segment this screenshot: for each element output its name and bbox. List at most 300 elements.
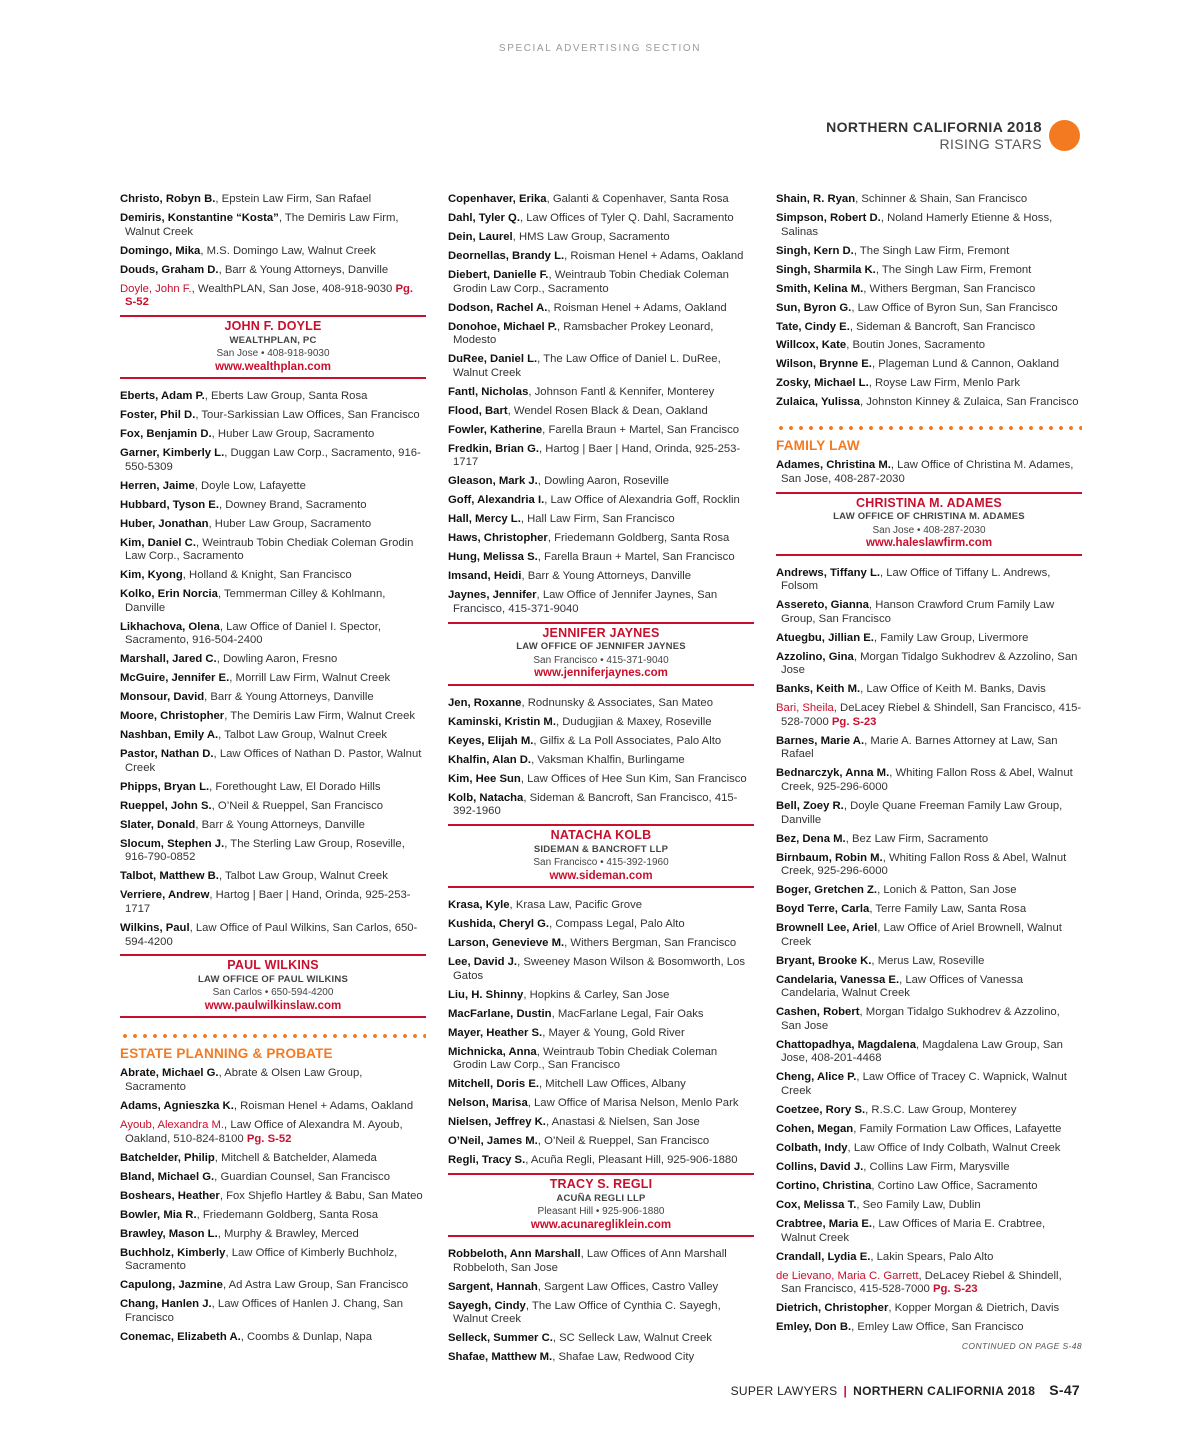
lawyer-details: , Fox Shjeflo Hartley & Babu, San Mateo <box>219 1189 423 1202</box>
lawyer-name: Andrews, Tiffany L. <box>776 566 880 579</box>
lawyer-listing <box>448 353 754 380</box>
profile-ad-box <box>776 492 1082 556</box>
lawyer-listing <box>776 459 1082 486</box>
lawyer-listing <box>120 870 426 884</box>
lawyer-name: Likhachova, Olena <box>120 620 220 633</box>
lawyer-details: , Cortino Law Office, Sacramento <box>871 1179 1038 1192</box>
lawyer-details: , Weintraub Tobin Chediak Coleman Grodin Law Corp., San Francisco <box>453 1045 718 1072</box>
lawyer-details: , Mayer & Young, Gold River <box>542 1026 685 1039</box>
page-footer <box>731 1382 1080 1398</box>
ad-lawyer-name: JOHN F. DOYLE <box>224 319 322 334</box>
lawyer-details: , O’Neil & Rueppel, San Francisco <box>211 799 384 812</box>
lawyer-listing <box>776 833 1082 847</box>
profile-ad-box <box>448 1173 754 1237</box>
lawyer-name: Kim, Kyong <box>120 569 183 582</box>
lawyer-listing <box>448 386 754 400</box>
lawyer-listing <box>448 1351 754 1365</box>
ad-contact: San Francisco • 415-392-1960 <box>533 857 669 869</box>
lawyer-listing <box>776 922 1082 949</box>
lawyer-details: , Doyle Low, Lafayette <box>194 479 306 492</box>
lawyer-name: Hung, Melissa S. <box>448 551 538 564</box>
listing-column-2 <box>448 193 754 1370</box>
lawyer-details: , Anastasi & Nielsen, San Jose <box>545 1116 700 1129</box>
lawyer-listing <box>776 683 1082 697</box>
lawyer-listing <box>120 819 426 833</box>
lawyer-details: , DeLacey Riebel & Shindell, San Francisco, 415-528-7000 <box>781 1269 1062 1296</box>
lawyer-name: Bednarczyk, Anna M. <box>776 767 890 780</box>
lawyer-details: , The Law Office of Cynthia C. Sayegh, Walnut Creek <box>453 1299 721 1326</box>
lawyer-name: Azzolino, Gina <box>776 650 854 663</box>
ad-lawyer-name: TRACY S. REGLI <box>549 1177 653 1192</box>
lawyer-details: , Roisman Henel + Adams, Oakland <box>564 249 744 262</box>
lawyer-name: Liu, H. Shinny <box>448 988 524 1001</box>
lawyer-name: Singh, Sharmila K. <box>776 263 876 276</box>
lawyer-listing <box>776 377 1082 391</box>
region-subtitle: RISING STARS <box>939 136 1042 153</box>
lawyer-name: Krasa, Kyle <box>448 899 510 912</box>
lawyer-listing <box>448 589 754 616</box>
lawyer-name: Shafae, Matthew M. <box>448 1351 553 1364</box>
lawyer-details: , Law Office of Tiffany L. Andrews, Folsom <box>781 566 1051 593</box>
lawyer-listing <box>448 231 754 245</box>
lawyer-listing <box>448 551 754 565</box>
lawyer-listing <box>776 852 1082 879</box>
lawyer-name: Nelson, Marisa <box>448 1097 528 1110</box>
lawyer-details: , Rodnunsky & Associates, San Mateo <box>521 696 713 709</box>
lawyer-details: , Talbot Law Group, Walnut Creek <box>218 729 388 742</box>
lawyer-details: , Galanti & Copenhaver, Santa Rosa <box>546 193 729 205</box>
lawyer-listing <box>776 1199 1082 1213</box>
lawyer-details: , Seo Family Law, Dublin <box>856 1198 981 1211</box>
lawyer-listing <box>120 653 426 667</box>
lawyer-listing <box>120 588 426 615</box>
lawyer-name: Haws, Christopher <box>448 532 548 545</box>
lawyer-name: Michnicka, Anna <box>448 1045 537 1058</box>
lawyer-details: , Roisman Henel + Adams, Oakland <box>233 1100 414 1113</box>
lawyer-listing <box>448 1135 754 1149</box>
lawyer-name: Dodson, Rachel A. <box>448 301 548 314</box>
lawyer-details: , Dudugjian & Maxey, Roseville <box>555 715 712 728</box>
lawyer-details: , Law Office of Marisa Nelson, Menlo Park <box>527 1097 739 1110</box>
lawyer-name: O’Neil, James M. <box>448 1135 538 1148</box>
lawyer-name: Assereto, Gianna <box>776 599 869 612</box>
lawyer-name: Collins, David J. <box>776 1160 864 1173</box>
lawyer-name: Colbath, Indy <box>776 1142 848 1154</box>
lawyer-listing <box>120 1247 426 1274</box>
ad-website-link[interactable]: www.sideman.com <box>549 869 653 882</box>
lawyer-listing <box>448 773 754 787</box>
lawyer-listing <box>776 651 1082 678</box>
lawyer-listing <box>120 569 426 583</box>
ad-contact: San Carlos • 650-594-4200 <box>212 987 334 999</box>
lawyer-listing <box>120 1228 426 1242</box>
lawyer-listing <box>448 792 754 819</box>
practice-area-section <box>120 1034 426 1061</box>
lawyer-listing <box>776 396 1082 410</box>
lawyer-name: Chattopadhya, Magdalena <box>776 1038 916 1051</box>
lawyer-listing <box>120 537 426 564</box>
lawyer-details: , Whiting Fallon Ross & Abel, Walnut Creek, 925-296-6000 <box>781 767 1073 794</box>
lawyer-name: Imsand, Heidi <box>448 570 522 583</box>
lawyer-name: Fowler, Katherine <box>448 423 543 436</box>
lawyer-name: Larson, Genevieve M. <box>448 937 565 950</box>
lawyer-listing <box>120 428 426 442</box>
lawyer-details: , Law Office of Alexandra M. Ayoub, Oakland, 510-824-8100 <box>125 1119 403 1145</box>
lawyer-listing <box>448 918 754 932</box>
lawyer-listing <box>776 1321 1082 1335</box>
lawyer-details: , Withers Bergman, San Francisco <box>863 282 1036 295</box>
lawyer-details: , R.S.C. Law Group, Monterey <box>865 1104 1017 1117</box>
lawyer-details: , Royse Law Firm, Menlo Park <box>868 377 1020 390</box>
lawyer-listing <box>448 193 754 207</box>
lawyer-name: Birnbaum, Robin M. <box>776 851 883 864</box>
footer-region: NORTHERN CALIFORNIA 2018 <box>853 1384 1036 1398</box>
lawyer-details: , Roisman Henel + Adams, Oakland <box>547 301 727 314</box>
lawyer-details: , Barr & Young Attorneys, Danville <box>521 570 692 583</box>
lawyer-name: Dahl, Tyler Q. <box>448 211 520 224</box>
lawyer-name: Kaminski, Kristin M. <box>448 715 556 728</box>
lawyer-details: , Hartog | Baer | Hand, Orinda, 925-253-1717 <box>453 442 741 469</box>
lawyer-listing <box>120 283 426 310</box>
lawyer-details: , Sweeney Mason Wilson & Bosomworth, Los Gatos <box>453 956 745 982</box>
lawyer-name: Diebert, Danielle F. <box>448 268 549 281</box>
ad-firm-name: LAW OFFICE OF PAUL WILKINS <box>198 973 348 985</box>
lawyer-name: Hubbard, Tyson E. <box>120 498 219 511</box>
lawyer-details: , Withers Bergman, San Francisco <box>564 937 737 950</box>
lawyer-name: Phipps, Bryan L. <box>120 780 210 793</box>
lawyer-name: Robbeloth, Ann Marshall <box>448 1248 581 1261</box>
lawyer-details: , Ad Astra Law Group, San Francisco <box>222 1279 409 1292</box>
lawyer-listing <box>776 702 1082 729</box>
lawyer-name: Cashen, Robert <box>776 1006 860 1019</box>
listing-column-3 <box>776 193 1082 1351</box>
page-reference-link[interactable]: Pg. S-52 <box>246 1132 292 1145</box>
lawyer-name: Ayoub, Alexandra M. <box>120 1119 225 1132</box>
lawyer-details: , WealthPLAN, San Jose, 408-918-9030 <box>191 282 393 295</box>
footer-publication: SUPER LAWYERS <box>730 1384 838 1398</box>
lawyer-details: , Plageman Lund & Cannon, Oakland <box>871 358 1060 371</box>
lawyer-listing <box>448 321 754 348</box>
page-reference-link[interactable]: Pg. S-52 <box>125 282 414 309</box>
lawyer-listing <box>120 1100 426 1114</box>
lawyer-details: , Hartog | Baer | Hand, Orinda, 925-253-1717 <box>125 889 411 915</box>
lawyer-name: Marshall, Jared C. <box>120 653 217 666</box>
lawyer-name: Bowler, Mia R. <box>120 1208 197 1221</box>
lawyer-details: , M.S. Domingo Law, Walnut Creek <box>200 244 376 257</box>
lawyer-name: Regli, Tracy S. <box>448 1154 526 1167</box>
region-title <box>826 119 1042 152</box>
ad-lawyer-name: JENNIFER JAYNES <box>542 625 660 640</box>
lawyer-listing <box>776 193 1082 207</box>
lawyer-listing <box>120 710 426 724</box>
lawyer-listing <box>120 518 426 532</box>
lawyer-name: Demiris, Konstantine “Kosta” <box>120 211 279 224</box>
ad-contact: San Jose • 408-287-2030 <box>872 524 986 536</box>
lawyer-name: McGuire, Jennifer E. <box>120 672 230 685</box>
lawyer-listing <box>448 1248 754 1275</box>
lawyer-details: , Law Offices of Ann Marshall Robbeloth, San Jose <box>453 1248 727 1274</box>
lawyer-details: , O’Neil & Rueppel, San Francisco <box>537 1135 710 1148</box>
lawyer-name: Domingo, Mika <box>120 244 201 257</box>
lawyer-listing <box>120 447 426 474</box>
lawyer-listing <box>448 1008 754 1022</box>
lawyer-name: Doyle, John F. <box>120 282 192 295</box>
page-reference-link[interactable]: Pg. S-23 <box>831 715 877 728</box>
lawyer-name: Flood, Bart <box>448 404 508 417</box>
lawyer-listing <box>776 212 1082 239</box>
lawyer-name: Cohen, Megan <box>776 1123 854 1136</box>
lawyer-listing <box>448 1300 754 1327</box>
lawyer-name: Crabtree, Maria E. <box>776 1217 873 1230</box>
lawyer-details: , Compass Legal, Palo Alto <box>549 918 685 931</box>
lawyer-name: Crandall, Lydia E. <box>776 1250 871 1263</box>
ad-website-link[interactable]: www.paulwilkinslaw.com <box>204 999 342 1012</box>
lawyer-listing <box>120 390 426 404</box>
footer-separator: | <box>843 1384 848 1398</box>
lawyer-listing <box>448 697 754 711</box>
special-advertising-label: SPECIAL ADVERTISING SECTION <box>498 43 702 54</box>
lawyer-listing <box>776 903 1082 917</box>
lawyer-name: Kolb, Natacha <box>448 791 524 804</box>
lawyer-details: , Hopkins & Carley, San Jose <box>523 988 670 1001</box>
lawyer-details: , Guardian Counsel, San Francisco <box>214 1170 390 1183</box>
orange-circle-icon <box>1049 120 1080 151</box>
lawyer-listing <box>776 1251 1082 1265</box>
lawyer-listing <box>120 922 426 949</box>
lawyer-name: Christo, Robyn B. <box>120 193 216 205</box>
lawyer-name: Sun, Byron G. <box>776 301 852 314</box>
lawyer-listing <box>448 570 754 584</box>
lawyer-name: Shain, R. Ryan <box>776 193 856 205</box>
lawyer-listing <box>448 424 754 438</box>
lawyer-name: Dietrich, Christopher <box>776 1302 889 1315</box>
lawyer-name: Jen, Roxanne <box>448 696 522 709</box>
lawyer-listing <box>776 735 1082 762</box>
lawyer-details: , The Demiris Law Firm, Walnut Creek <box>224 710 416 723</box>
lawyer-listing <box>776 955 1082 969</box>
lawyer-name: Buchholz, Kimberly <box>120 1246 226 1259</box>
lawyer-details: , Barr & Young Attorneys, Danville <box>195 818 365 831</box>
lawyer-details: , Hanson Crawford Crum Family Law Group, San Francisco <box>781 599 1055 625</box>
lawyer-details: , Krasa Law, Pacific Grove <box>509 899 643 912</box>
lawyer-details: , Mitchell & Batchelder, Alameda <box>214 1151 377 1164</box>
lawyer-name: Cheng, Alice P. <box>776 1071 857 1084</box>
lawyer-details: , Huber Law Group, Sacramento <box>211 428 375 441</box>
lawyer-details: , The Singh Law Firm, Fremont <box>853 244 1010 257</box>
lawyer-listing <box>448 1116 754 1130</box>
lawyer-name: Cortino, Christina <box>776 1179 872 1192</box>
lawyer-listing <box>120 264 426 278</box>
dotted-divider <box>120 1034 426 1038</box>
lawyer-details: , Huber Law Group, Sacramento <box>208 517 372 530</box>
lawyer-details: , Mitchell Law Offices, Albany <box>539 1078 686 1091</box>
lawyer-details: , Forethought Law, El Dorado Hills <box>209 780 381 793</box>
ad-lawyer-name: NATACHA KOLB <box>550 828 652 843</box>
lawyer-details: , Barr & Young Attorneys, Danville <box>204 691 374 704</box>
lawyer-name: Herren, Jaime <box>120 479 195 492</box>
lawyer-details: , Johnston Kinney & Zulaica, San Francisco <box>859 396 1079 409</box>
lawyer-details: , Dowling Aaron, Fresno <box>216 653 338 666</box>
lawyer-name: Slocum, Stephen J. <box>120 837 225 850</box>
ad-firm-name: SIDEMAN & BANCROFT LLP <box>533 843 669 855</box>
lawyer-details: , Morrill Law Firm, Walnut Creek <box>229 672 391 685</box>
lawyer-name: Batchelder, Philip <box>120 1151 215 1164</box>
lawyer-listing <box>776 1104 1082 1118</box>
lawyer-listing <box>776 884 1082 898</box>
lawyer-listing <box>120 480 426 494</box>
lawyer-name: Banks, Keith M. <box>776 683 861 696</box>
lawyer-details: , SC Selleck Law, Walnut Creek <box>552 1332 712 1345</box>
ad-firm-name: WEALTHPLAN, PC <box>229 334 317 346</box>
lawyer-name: Mitchell, Doris E. <box>448 1078 540 1091</box>
lawyer-listing <box>448 443 754 470</box>
ad-firm-name: ACUÑA REGLI LLP <box>556 1192 646 1204</box>
lawyer-details: , The Singh Law Firm, Fremont <box>875 263 1032 276</box>
lawyer-details: , Law Offices of Tyler Q. Dahl, Sacramento <box>519 211 734 224</box>
lawyer-name: Monsour, David <box>120 691 205 704</box>
lawyer-details: , Family Law Group, Livermore <box>873 631 1029 644</box>
lawyer-details: , Law Offices of Vanessa Candelaria, Walnut Creek <box>781 973 1024 1000</box>
lawyer-listing <box>776 339 1082 353</box>
lawyer-details: , Law Office of Daniel I. Spector, Sacramento, 916-504-2400 <box>125 620 381 647</box>
lawyer-listing <box>448 532 754 546</box>
lawyer-name: Fredkin, Brian G. <box>448 442 540 455</box>
lawyer-name: Tate, Cindy E. <box>776 320 850 333</box>
lawyer-listing <box>448 212 754 226</box>
lawyer-name: Conemac, Elizabeth A. <box>120 1330 241 1343</box>
lawyer-name: Atuegbu, Jillian E. <box>776 631 874 644</box>
lawyer-listing <box>776 599 1082 626</box>
region-name: NORTHERN CALIFORNIA <box>826 119 1003 135</box>
lawyer-details: , Emley Law Office, San Francisco <box>851 1321 1024 1334</box>
lawyer-name: Lee, David J. <box>448 956 518 969</box>
ad-lawyer-name: PAUL WILKINS <box>227 958 319 973</box>
lawyer-listing <box>448 1097 754 1111</box>
lawyer-name: Bland, Michael G. <box>120 1170 215 1183</box>
ad-website-link[interactable]: www.haleslawfirm.com <box>865 537 993 550</box>
lawyer-name: Moore, Christopher <box>120 710 225 723</box>
lawyer-listing <box>776 1039 1082 1066</box>
profile-ad-box <box>448 622 754 686</box>
lawyer-details: , Vaksman Khalfin, Burlingame <box>531 753 685 766</box>
lawyer-details: , The Demiris Law Firm, Walnut Creek <box>125 211 399 238</box>
lawyer-details: , Weintraub Tobin Chediak Coleman Grodin Law Corp., Sacramento <box>453 268 729 295</box>
lawyer-details: , Friedemann Goldberg, Santa Rosa <box>547 532 730 545</box>
lawyer-details: , Johnson Fantl & Kennifer, Monterey <box>528 385 715 398</box>
lawyer-listing <box>776 1123 1082 1137</box>
lawyer-listing <box>448 250 754 264</box>
lawyer-listing <box>448 989 754 1003</box>
lawyer-details: , Talbot Law Group, Walnut Creek <box>218 870 388 883</box>
lawyer-name: Kim, Daniel C. <box>120 536 196 549</box>
lawyer-name: Pastor, Nathan D. <box>120 748 214 761</box>
lawyer-listing <box>776 1218 1082 1245</box>
lawyer-listing <box>776 1270 1082 1297</box>
lawyer-details: , Gilfix & La Poll Associates, Palo Alto <box>533 734 722 747</box>
lawyer-name: Boger, Gretchen Z. <box>776 884 878 897</box>
lawyer-name: Abrate, Michael G. <box>120 1067 219 1080</box>
lawyer-listing <box>448 475 754 489</box>
lawyer-details: , Marie A. Barnes Attorney at Law, San Rafael <box>781 734 1058 761</box>
lawyer-name: Bez, Dena M. <box>776 832 846 845</box>
lawyer-details: , Law Office of Indy Colbath, Walnut Creek <box>847 1142 1061 1154</box>
lawyer-listing <box>448 494 754 508</box>
page-reference-link[interactable]: Pg. S-23 <box>932 1283 978 1296</box>
lawyer-name: Gleason, Mark J. <box>448 475 538 488</box>
lawyer-name: Donohoe, Michael P. <box>448 320 558 333</box>
lawyer-details: , Law Office of Byron Sun, San Francisco <box>851 301 1058 314</box>
lawyer-listing <box>776 1142 1082 1156</box>
lawyer-name: Rueppel, John S. <box>120 799 212 812</box>
lawyer-name: Emley, Don B. <box>776 1321 852 1334</box>
lawyer-details: , Magdalena Law Group, San Jose, 408-201-4468 <box>781 1038 1063 1065</box>
lawyer-name: Talbot, Matthew B. <box>120 870 219 883</box>
lawyer-name: Coetzee, Rory S. <box>776 1104 866 1117</box>
lawyer-name: Douds, Graham D. <box>120 263 219 276</box>
lawyer-listing <box>448 1078 754 1092</box>
lawyer-details: , Merus Law, Roseville <box>871 954 985 967</box>
lawyer-listing <box>120 1171 426 1185</box>
lawyer-listing <box>120 212 426 239</box>
ad-contact: San Jose • 408-918-9030 <box>216 348 330 360</box>
lawyer-details: , Murphy & Brawley, Merced <box>217 1227 359 1240</box>
lawyer-name: Wilkins, Paul <box>120 921 190 934</box>
lawyer-listing <box>120 499 426 513</box>
lawyer-listing <box>776 974 1082 1001</box>
lawyer-listing <box>776 321 1082 335</box>
lawyer-details: , Law Offices of Hee Sun Kim, San Francisco <box>520 772 747 785</box>
lawyer-listing <box>776 567 1082 594</box>
lawyer-name: Garner, Kimberly L. <box>120 447 225 460</box>
ad-firm-name: LAW OFFICE OF JENNIFER JAYNES <box>516 641 686 653</box>
ad-website-link[interactable]: www.jenniferjaynes.com <box>534 667 668 680</box>
lawyer-listing <box>120 1279 426 1293</box>
lawyer-name: Nashban, Emily A. <box>120 729 219 742</box>
lawyer-name: Barnes, Marie A. <box>776 734 865 747</box>
ad-website-link[interactable]: www.acunaregliklein.com <box>530 1218 672 1231</box>
continued-note: CONTINUED ON PAGE S-48 <box>961 1340 1082 1351</box>
lawyer-details: , DeLacey Riebel & Shindell, San Francisco, 415-528-7000 <box>781 702 1082 728</box>
lawyer-details: , Doyle Quane Freeman Family Law Group, Danville <box>781 800 1063 826</box>
lawyer-details: , Sideman & Bancroft, San Francisco <box>849 320 1036 333</box>
lawyer-name: Sayegh, Cindy <box>448 1299 526 1312</box>
ad-website-link[interactable]: www.wealthplan.com <box>215 360 331 373</box>
lawyer-name: Singh, Kern D. <box>776 244 854 257</box>
lawyer-name: Capulong, Jazmine <box>120 1279 223 1292</box>
lawyer-name: Smith, Kelina M. <box>776 282 864 295</box>
lawyer-details: , The Sterling Law Group, Roseville, 916-790-0852 <box>125 837 405 864</box>
lawyer-listing <box>120 781 426 795</box>
lawyer-listing <box>448 1281 754 1295</box>
lawyer-details: , Kopper Morgan & Dietrich, Davis <box>888 1302 1060 1315</box>
lawyer-listing <box>448 1027 754 1041</box>
lawyer-listing <box>776 358 1082 372</box>
lawyer-name: Chang, Hanlen J. <box>120 1298 212 1311</box>
lawyer-details: , Law Offices of Nathan D. Pastor, Walnut Creek <box>125 748 422 774</box>
lawyer-details: , Collins Law Firm, Marysville <box>863 1160 1010 1173</box>
lawyer-listing <box>776 302 1082 316</box>
lawyer-listing <box>120 800 426 814</box>
lawyer-listing <box>448 716 754 730</box>
lawyer-details: , Coombs & Dunlap, Napa <box>240 1330 372 1343</box>
lawyer-name: Huber, Jonathan <box>120 517 209 530</box>
lawyer-details: , Weintraub Tobin Chediak Coleman Grodin Law Corp., Sacramento <box>125 536 414 563</box>
lawyer-listing <box>120 1190 426 1204</box>
page-number: S-47 <box>1049 1382 1080 1398</box>
ad-contact: San Francisco • 415-371-9040 <box>533 654 669 666</box>
lawyer-name: Slater, Donald <box>120 818 196 831</box>
section-title: ESTATE PLANNING & PROBATE <box>120 1046 333 1062</box>
